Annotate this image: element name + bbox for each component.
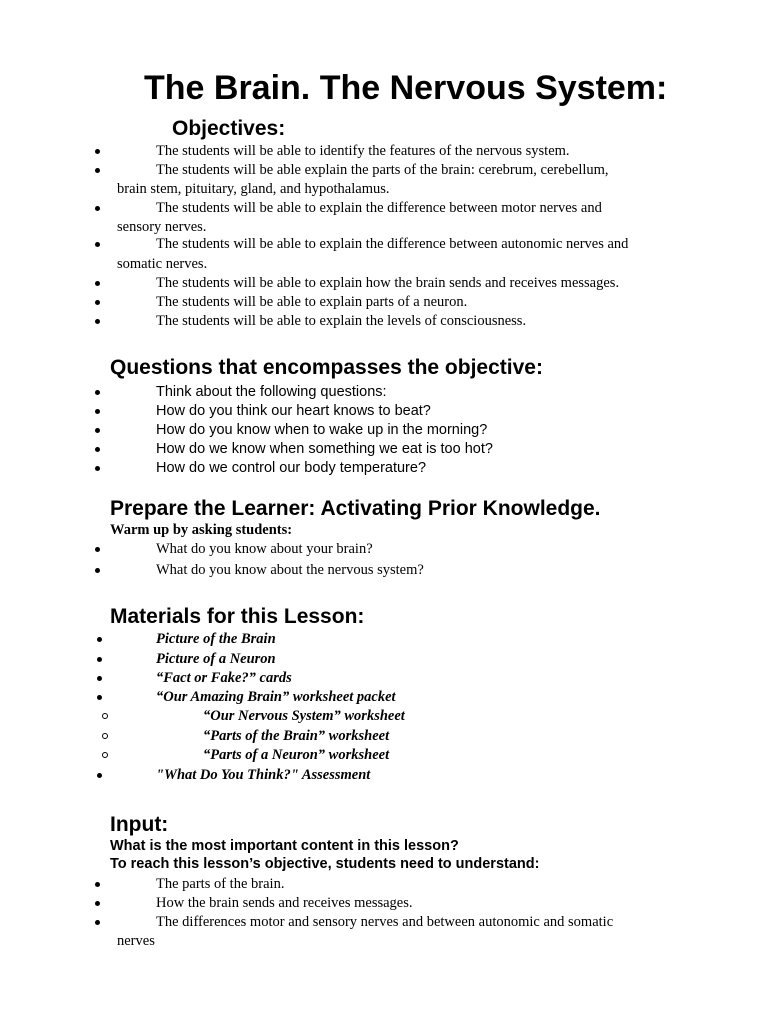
objective-item: The students will be able to identify the features of the nervous system. bbox=[156, 143, 570, 159]
hollow-bullet-icon bbox=[102, 733, 108, 739]
bullet-icon bbox=[95, 447, 100, 452]
objective-item-continued: brain stem, pituitary, gland, and hypothalamus. bbox=[117, 181, 390, 197]
bullet-icon bbox=[95, 281, 100, 286]
bullet-icon bbox=[95, 319, 100, 324]
material-item: Picture of a Neuron bbox=[156, 651, 276, 667]
bullet-icon bbox=[95, 242, 100, 247]
bullet-icon bbox=[95, 206, 100, 211]
material-item: Picture of the Brain bbox=[156, 631, 276, 647]
prepare-item: What do you know about your brain? bbox=[156, 541, 373, 557]
objective-item: The students will be able to explain the levels of consciousness. bbox=[156, 313, 527, 329]
bullet-icon bbox=[95, 390, 100, 395]
question-item: Think about the following questions: bbox=[156, 384, 387, 400]
bullet-icon bbox=[97, 657, 102, 662]
bullet-icon bbox=[97, 637, 102, 642]
bullet-icon bbox=[95, 882, 100, 887]
page-title: The Brain. The Nervous System: bbox=[144, 69, 668, 107]
material-subitem: “Parts of a Neuron” worksheet bbox=[203, 747, 390, 763]
bullet-icon bbox=[97, 695, 102, 700]
prepare-subheading: Warm up by asking students: bbox=[110, 522, 293, 538]
bullet-icon bbox=[95, 409, 100, 414]
bullet-icon bbox=[97, 773, 102, 778]
hollow-bullet-icon bbox=[102, 713, 108, 719]
objective-item: The students will be able to explain how the brain sends and receives messages. bbox=[156, 275, 620, 291]
material-subitem: “Our Nervous System” worksheet bbox=[203, 708, 405, 724]
input-heading: Input: bbox=[110, 813, 169, 836]
bullet-icon bbox=[95, 149, 100, 154]
material-item: “Our Amazing Brain” worksheet packet bbox=[156, 689, 396, 705]
bullet-icon bbox=[95, 547, 100, 552]
bullet-icon bbox=[95, 300, 100, 305]
bullet-icon bbox=[95, 466, 100, 471]
material-item: "What Do You Think?" Assessment bbox=[156, 767, 371, 783]
hollow-bullet-icon bbox=[102, 752, 108, 758]
input-item: The differences motor and sensory nerves and between autonomic and somatic bbox=[156, 914, 614, 930]
objective-item: The students will be able to explain the difference between motor nerves and bbox=[156, 200, 602, 216]
bullet-icon bbox=[95, 920, 100, 925]
questions-heading: Questions that encompasses the objective: bbox=[110, 356, 543, 379]
material-subitem: “Parts of the Brain” worksheet bbox=[203, 728, 390, 744]
objective-item: The students will be able explain the parts of the brain: cerebrum, cerebellum, bbox=[156, 162, 609, 178]
question-item: How do you think our heart knows to beat? bbox=[156, 403, 431, 419]
bullet-icon bbox=[95, 428, 100, 433]
materials-heading: Materials for this Lesson: bbox=[110, 605, 365, 628]
input-subheading: To reach this lesson’s objective, students need to understand: bbox=[110, 856, 540, 872]
input-item-continued: nerves bbox=[117, 933, 155, 949]
objective-item: The students will be able to explain parts of a neuron. bbox=[156, 294, 468, 310]
input-question: What is the most important content in this lesson? bbox=[110, 838, 459, 854]
question-item: How do you know when to wake up in the morning? bbox=[156, 422, 488, 438]
question-item: How do we control our body temperature? bbox=[156, 460, 427, 476]
prepare-item: What do you know about the nervous system? bbox=[156, 562, 424, 578]
question-item: How do we know when something we eat is too hot? bbox=[156, 441, 493, 457]
objectives-heading: Objectives: bbox=[172, 117, 286, 140]
bullet-icon bbox=[97, 676, 102, 681]
objective-item-continued: sensory nerves. bbox=[117, 219, 207, 235]
objective-item: The students will be able to explain the difference between autonomic nerves and bbox=[156, 236, 629, 252]
bullet-icon bbox=[95, 168, 100, 173]
bullet-icon bbox=[95, 901, 100, 906]
prepare-heading: Prepare the Learner: Activating Prior Knowledge. bbox=[110, 497, 601, 520]
bullet-icon bbox=[95, 568, 100, 573]
input-item: The parts of the brain. bbox=[156, 876, 285, 892]
material-item: “Fact or Fake?” cards bbox=[156, 670, 292, 686]
objective-item-continued: somatic nerves. bbox=[117, 256, 208, 272]
input-item: How the brain sends and receives messages. bbox=[156, 895, 413, 911]
